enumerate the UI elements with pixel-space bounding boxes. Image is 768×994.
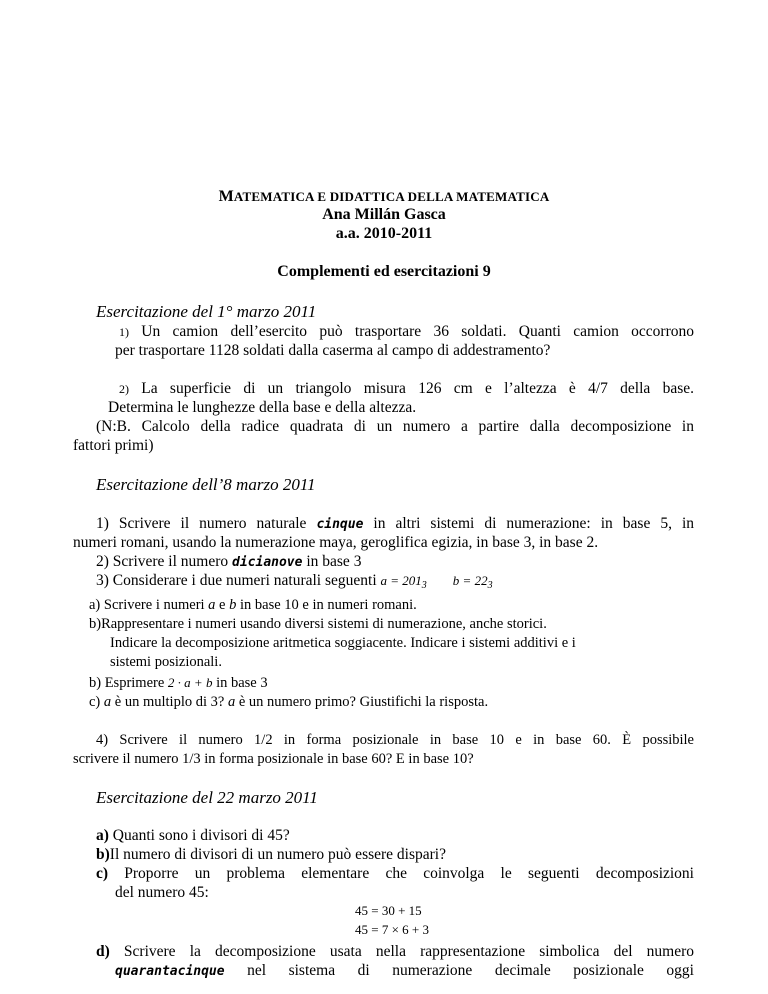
course-title: MATEMATICA E DIDATTICA DELLA MATEMATICA [218, 188, 550, 205]
academic-year: a.a. 2010-2011 [335, 225, 433, 242]
section-title-1-march: Esercitazione del 1° marzo 2011 [96, 302, 317, 321]
exercise-8m-4-line1: 4) Scrivere il numero 1/2 in forma posizionale in base 10 e in base 60. È possibile [96, 732, 694, 748]
exercise-8m-1-line1: 1) Scrivere il numero naturale cinque in altri sistemi di numerazione: in base 5, in [96, 515, 695, 532]
exercise-8m-3b-line2: Indicare la decomposizione aritmetica soggiacente. Indicare i sistemi additivi e i [110, 635, 576, 651]
exercise-8m-3b-line1: b)Rappresentare i numeri usando diversi sistemi di numerazione, anche storici. [89, 616, 547, 632]
exercise-8m-3b2: b) Esprimere 2 · a + b in base 3 [89, 675, 268, 691]
document-subtitle: Complementi ed esercitazioni 9 [277, 263, 491, 280]
author-name: Ana Millán Gasca [322, 206, 446, 223]
exercise-1-line1: 1) Un camion dell’esercito può trasportare 36 soldati. Quanti camion occorrono [119, 323, 694, 340]
exercise-8m-2: 2) Scrivere il numero dicianove in base 3 [96, 553, 362, 570]
note-line1: (N:B. Calcolo della radice quadrata di un numero a partire dalla decomposizione in [96, 418, 694, 435]
exercise-22m-c-line1: c) Proporre un problema elementare che coinvolga le seguenti decomposizioni [96, 865, 694, 882]
exercise-22m-d-line2: quarantacinque nel sistema di numerazione decimale posizionale oggi [115, 962, 694, 979]
section-title-22-march: Esercitazione del 22 marzo 2011 [96, 788, 318, 807]
exercise-2-line2: Determina le lunghezze della base e della altezza. [108, 399, 417, 416]
note-line2: fattori primi) [73, 437, 154, 454]
exercise-8m-3: 3) Considerare i due numeri naturali seguenti $a = 201_3$ $b = 22_3$ [96, 572, 493, 591]
exercise-8m-3a: a) Scrivere i numeri a e b in base 10 e in numeri romani. [89, 597, 417, 613]
exercise-2-line1: 2) La superficie di un triangolo misura 126 cm e l’altezza è 4/7 della base. [119, 380, 694, 397]
exercise-8m-1-line2: numeri romani, usando la numerazione maya, geroglifica egizia, in base 3, in base 2. [73, 534, 599, 551]
exercise-22m-a: a) Quanti sono i divisori di 45? [96, 827, 290, 844]
exercise-22m-d-line1: d) Scrivere la decomposizione usata nella rappresentazione simbolica del numero [96, 943, 694, 960]
exercise-8m-3c: c) a è un multiplo di 3? a è un numero primo? Giustifichi la risposta. [89, 694, 489, 710]
exercise-8m-3b-line3: sistemi posizionali. [110, 654, 222, 670]
exercise-22m-c-line2: del numero 45: [115, 884, 209, 901]
exercise-1-line2: per trasportare 1128 soldati dalla caserma al campo di addestramento? [115, 342, 551, 359]
equation-2: 45 = 7 × 6 + 3 [355, 922, 429, 937]
section-title-8-march: Esercitazione dell’8 marzo 2011 [96, 475, 316, 494]
exercise-22m-b: b)Il numero di divisori di un numero può essere dispari? [96, 846, 446, 863]
equation-1: 45 = 30 + 15 [355, 903, 422, 918]
exercise-8m-4-line2: scrivere il numero 1/3 in forma posizionale in base 60? E in base 10? [73, 751, 474, 767]
